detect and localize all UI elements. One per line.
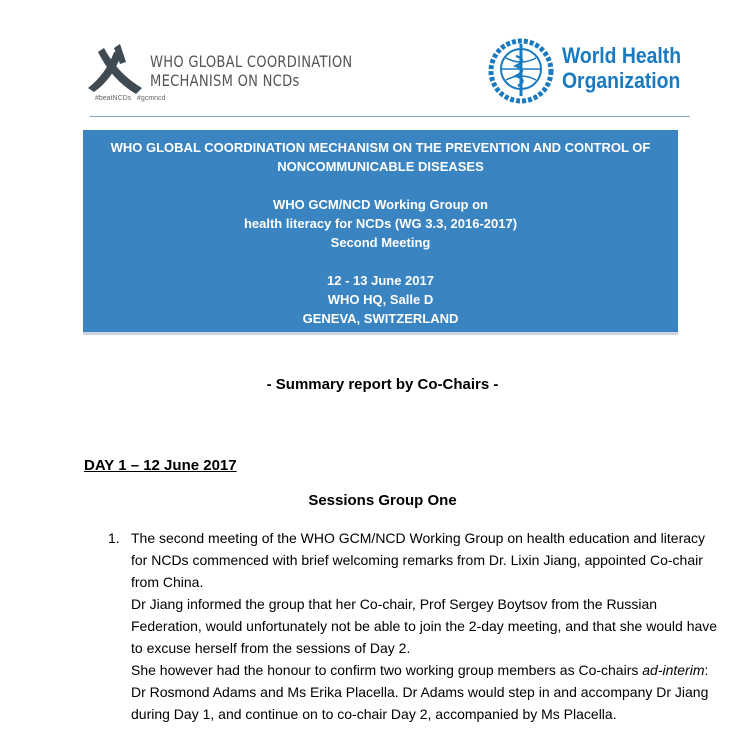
gcm-logo-mark-icon	[84, 44, 146, 94]
banner-line: WHO GCM/NCD Working Group on	[273, 197, 488, 212]
italic-text: ad-interim	[642, 662, 705, 678]
banner-line: Second Meeting	[330, 235, 431, 250]
summary-title: - Summary report by Co-Chairs -	[266, 376, 499, 393]
who-emblem-icon	[488, 38, 554, 109]
hashtag: #gcmncd	[137, 95, 166, 102]
list-number: 1.	[108, 530, 120, 546]
who-logo-text	[562, 43, 681, 93]
who-logo-line: Organization	[562, 68, 681, 93]
text: : Dr Rosmond Adams and Ms Erika Placella. Dr Adams would step in and accompany Dr Jiang during Day 1, and continue on to co-chair Day 2, accompanied by Ms Placella.	[131, 662, 709, 722]
paragraph: The second meeting of the WHO GCM/NCD Working Group on health education and literacy for NCDs commenced with brief welcoming remarks from Dr. Lixin Jiang, appointed Co-chair from China.	[131, 530, 706, 590]
gcm-logo-line: WHO GLOBAL COORDINATION	[150, 52, 353, 71]
banner-line: health literacy for NCDs (WG 3.3, 2016-2017)	[243, 216, 518, 231]
text: She however had the honour to confirm two working group members as Co-chairs	[131, 662, 643, 678]
banner-line: NONCOMMUNICABLE DISEASES	[277, 159, 484, 174]
who-logo-line: World Health	[562, 43, 682, 68]
gcm-logo-line: MECHANISM ON NCDs	[150, 71, 300, 90]
gcm-hashtags	[95, 95, 165, 102]
gcm-logo-text	[150, 52, 352, 90]
banner-line: WHO GLOBAL COORDINATION MECHANISM ON THE PREVENTION AND CONTROL OF	[110, 140, 651, 155]
day-heading: DAY 1 – 12 June 2017	[84, 457, 237, 474]
paragraph: Dr Jiang informed the group that her Co-chair, Prof Sergey Boytsov from the Russian Federation, would unfortunately not be able to join the 2-day meeting, and that she would have to excuse herself from the sessions of Day 2.	[131, 596, 718, 656]
paragraph	[131, 659, 718, 725]
list-item	[108, 527, 718, 725]
hashtag: #beatNCDs	[95, 95, 132, 102]
banner-line: WHO HQ, Salle D	[327, 292, 434, 307]
meeting-banner	[83, 130, 678, 332]
header-divider	[90, 116, 690, 117]
banner-line: GENEVA, SWITZERLAND	[302, 311, 459, 326]
sessions-heading: Sessions Group One	[308, 492, 457, 509]
banner-line: 12 - 13 June 2017	[327, 273, 434, 288]
